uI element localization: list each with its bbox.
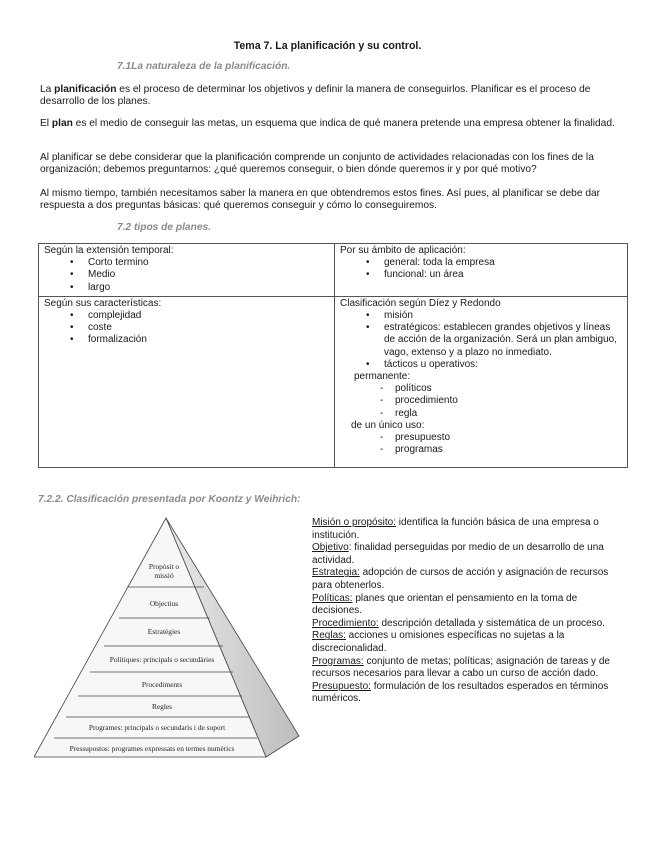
p1-post: es el proceso de determinar los objetivos y definir la manera de conseguirlos. Planificar es el proceso de desarrollo de los planes. [40,84,591,108]
definition-item [312,567,617,592]
pyramid-level-label: Propòsit o [148,562,180,571]
definition-item [312,630,617,655]
permanente-list [340,383,622,420]
paragraph-considerar: Al planificar se debe considerar que la planificación comprende un conjunto de actividades relacionadas con los fines de la organización; debemos preguntarnos: ¿qué queremos conseguir, o bien dónde queremos ir y por qué motivo? [40,152,594,176]
definition-term: Procedimiento: [312,617,379,629]
cell-heading: Por su ámbito de aplicación: [340,245,466,256]
definition-term: Políticas: [312,592,353,604]
caracteristicas-list [44,310,329,347]
cell-temporal [39,244,335,297]
list-item: • Medio [70,269,329,281]
section-heading-7-2-2: 7.2.2. Clasificación presentada por Koontz y Weihrich: [38,494,301,505]
section-heading-7-2: 7.2 tipos de planes. [117,222,211,233]
pyramid-level-label: Objectius [149,599,179,608]
list-item: • estratégicos: establecen grandes objetivos y líneas de acción de la organización. Será un plan ambiguo, vago, extenso y a plazo no inmediato. [366,322,622,359]
cell-diez-redondo [335,296,628,468]
definition-term: Reglas: [312,630,346,642]
list-item: • complejidad [70,310,329,322]
diez-redondo-list [340,310,622,371]
cell-caracteristicas [39,296,335,468]
list-item: • general: toda la empresa [366,257,622,269]
list-item: • formalización [70,334,329,346]
pyramid-level-label: Programes: principals o secundaris i de suport [88,723,226,732]
definition-text: adopción de cursos de acción y asignación de recursos para obtenerlos. [312,567,609,591]
list-item: - regla [380,408,622,420]
paragraph-planificacion [40,84,620,109]
cell-heading: Según la extensión temporal: [44,245,174,256]
list-item: - presupuesto [380,432,622,444]
list-item: • funcional: un área [366,269,622,281]
pyramid-level-label: Procediments [141,680,183,689]
list-item: • misión [366,310,622,322]
definition-item [312,656,617,681]
cell-ambito [335,244,628,297]
definition-term: Programas: [312,655,364,667]
pyramid-level-label: Pressupostos: programes expressats en termes numèrics [69,744,235,753]
definition-text: planes que orientan el pensamiento en la toma de decisiones. [312,592,578,617]
definition-text: : finalidad perseguidas por medio de un desarrollo de una actividad. [312,542,604,566]
list-item: • tácticos u operativos: [366,359,622,371]
p1-pre: La [40,84,55,95]
pyramid-level-label: Regles [151,702,173,711]
temporal-list [44,257,329,294]
list-item: • largo [70,282,329,294]
definition-item [312,542,617,567]
list-item: - políticos [380,383,622,395]
p2-bold: plan [51,118,73,129]
page-title: Tema 7. La planificación y su control. [233,40,422,52]
table-row [39,244,628,297]
plan-hierarchy-pyramid [34,510,306,770]
permanente-label: permanente: [354,371,411,383]
definition-item [312,517,617,542]
p2-pre: El [40,118,52,129]
cell-heading: Clasificación según Díez y Redondo [340,297,501,309]
definition-term: Objetivo [312,542,349,554]
unico-uso-list [340,432,622,465]
definition-term: Presupuesto: [312,680,371,692]
list-item: - programas [380,444,622,456]
pyramid-level-label: missió [154,571,174,580]
ambito-list [340,257,622,281]
table-row [39,296,628,468]
definitions-list [312,517,617,706]
definition-text: conjunto de metas; políticas; asignación de tareas y de recursos necesarios para llevar a cabo un curso de acción dado. [312,655,610,680]
definition-term: Misión o propósito: [312,517,396,528]
list-item: • Corto termino [70,257,329,269]
definition-text: identifica la función básica de una empresa o institución. [312,517,599,541]
definition-item [312,593,617,618]
plan-types-table [38,243,628,468]
definition-text: acciones u omisiones específicas no sujetas a la discrecionalidad. [312,630,565,654]
definition-text: formulación de los resultados esperados en términos numéricos. [312,680,609,705]
list-item: • coste [70,322,329,334]
pyramid-level-label: Estratègies [147,627,181,636]
p2-post: es el medio de conseguir las metas, un esquema que indica de qué manera pretende una empresa obtener la finalidad. [72,118,615,129]
pyramid-level-label: Polítiques: principals o secundàries [109,655,215,664]
section-heading-7-1: 7.1La naturaleza de la planificación. [117,61,291,72]
definition-term: Estrategia: [312,567,360,579]
unico-uso-label: de un único uso: [351,419,425,431]
definition-item [312,618,617,631]
p1-bold: planificación [54,84,117,95]
paragraph-plan [40,118,620,130]
definition-text: descripción detallada y sistemática de un proceso. [378,617,605,629]
cell-heading: Según sus características: [44,297,162,309]
definition-item [312,681,617,706]
list-item: - procedimiento [380,395,622,407]
paragraph-mismo-tiempo: Al mismo tiempo, también necesitamos saber la manera en que obtendremos estos fines. Así pues, al planificar se debe dar respuesta a dos preguntas básicas: qué queremos conseguir y cómo lo conseguiremos. [40,188,601,212]
